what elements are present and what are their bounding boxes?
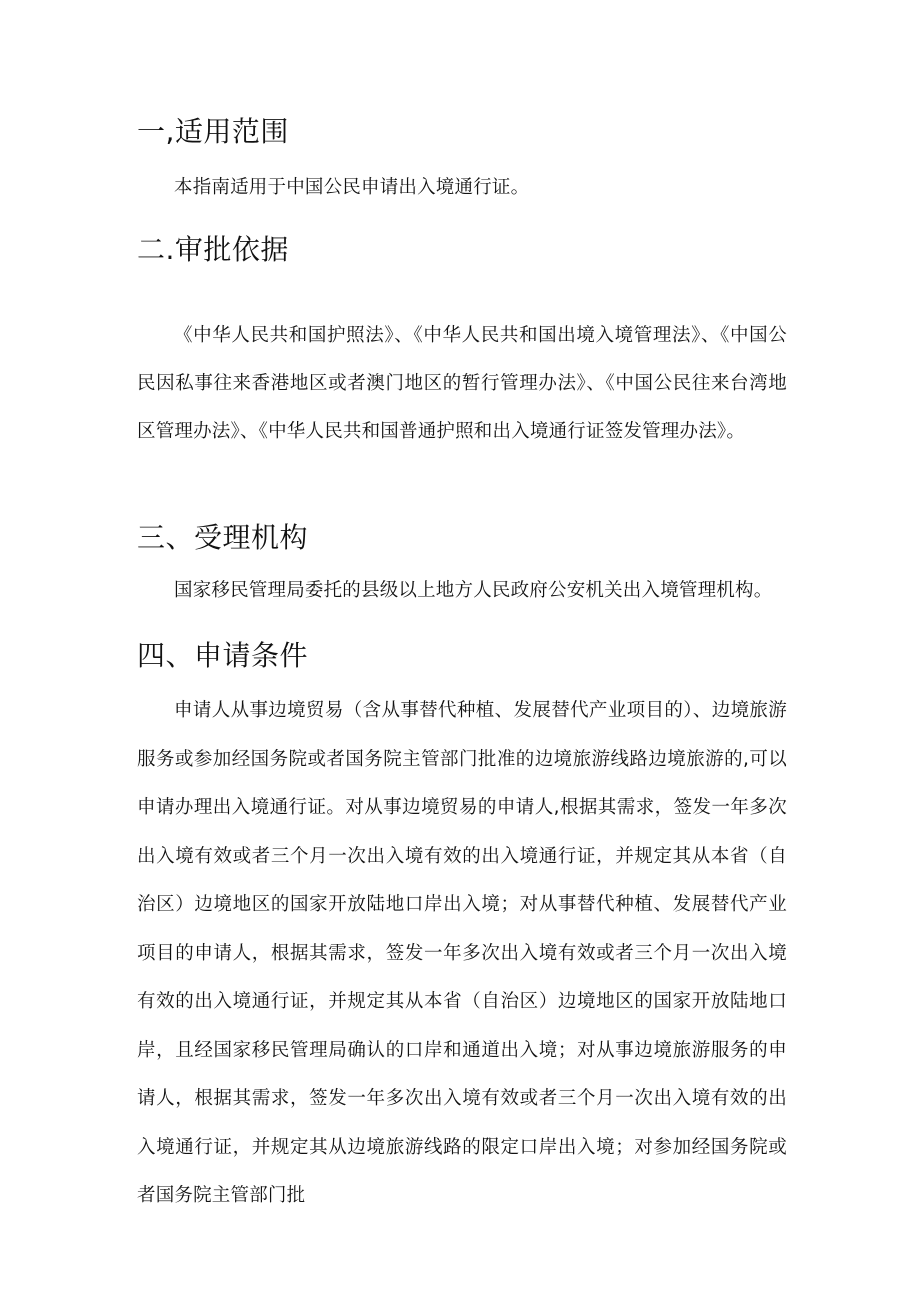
section-1-paragraph: 本指南适用于中国公民申请出入境通行证。 <box>174 177 530 198</box>
section-2-heading: 二.审批依据 <box>137 233 289 266</box>
section-1-heading: 一,适用范围 <box>137 115 289 148</box>
section-3-paragraph: 国家移民管理局委托的县级以上地方人民政府公安机关出入境管理机构。 <box>174 580 773 601</box>
section-2-paragraph: 《中华人民共和国护照法》、《中华人民共和国出境入境管理法》、《中国公民因私事往来香港地区或者澳门地区的暂行管理办法》、《中国公民往来台湾地区管理办法》、《中华人民共和国普通护照和出入境通行证签发管理办法》。 <box>137 325 787 442</box>
section-3-heading: 三、受理机构 <box>137 521 309 554</box>
section-4-heading: 四、申请条件 <box>137 639 309 672</box>
section-4-paragraph: 申请人从事边境贸易（含从事替代种植、发展替代产业项目的）、边境旅游服务或参加经国务院或者国务院主管部门批准的边境旅游线路边境旅游的,可以申请办理出入境通行证。对从事边境贸易的申请人,根据其需求，签发一年多次出入境有效或者三个月一次出入境有效的出入境通行证，并规定其从本省（自治区）边境地区的国家开放陆地口岸出入境；对从事替代种植、发展替代产业项目的申请人，根据其需求，签发一年多次出入境有效或者三个月一次出入境有效的出入境通行证，并规定其从本省（自治区）边境地区的国家开放陆地口岸，且经国家移民管理局确认的口岸和通道出入境；对从事边境旅游服务的申请人，根据其需求，签发一年多次出入境有效或者三个月一次出入境有效的出入境通行证，并规定其从边境旅游线路的限定口岸出入境；对参加经国务院或者国务院主管部门批 <box>137 700 787 1206</box>
